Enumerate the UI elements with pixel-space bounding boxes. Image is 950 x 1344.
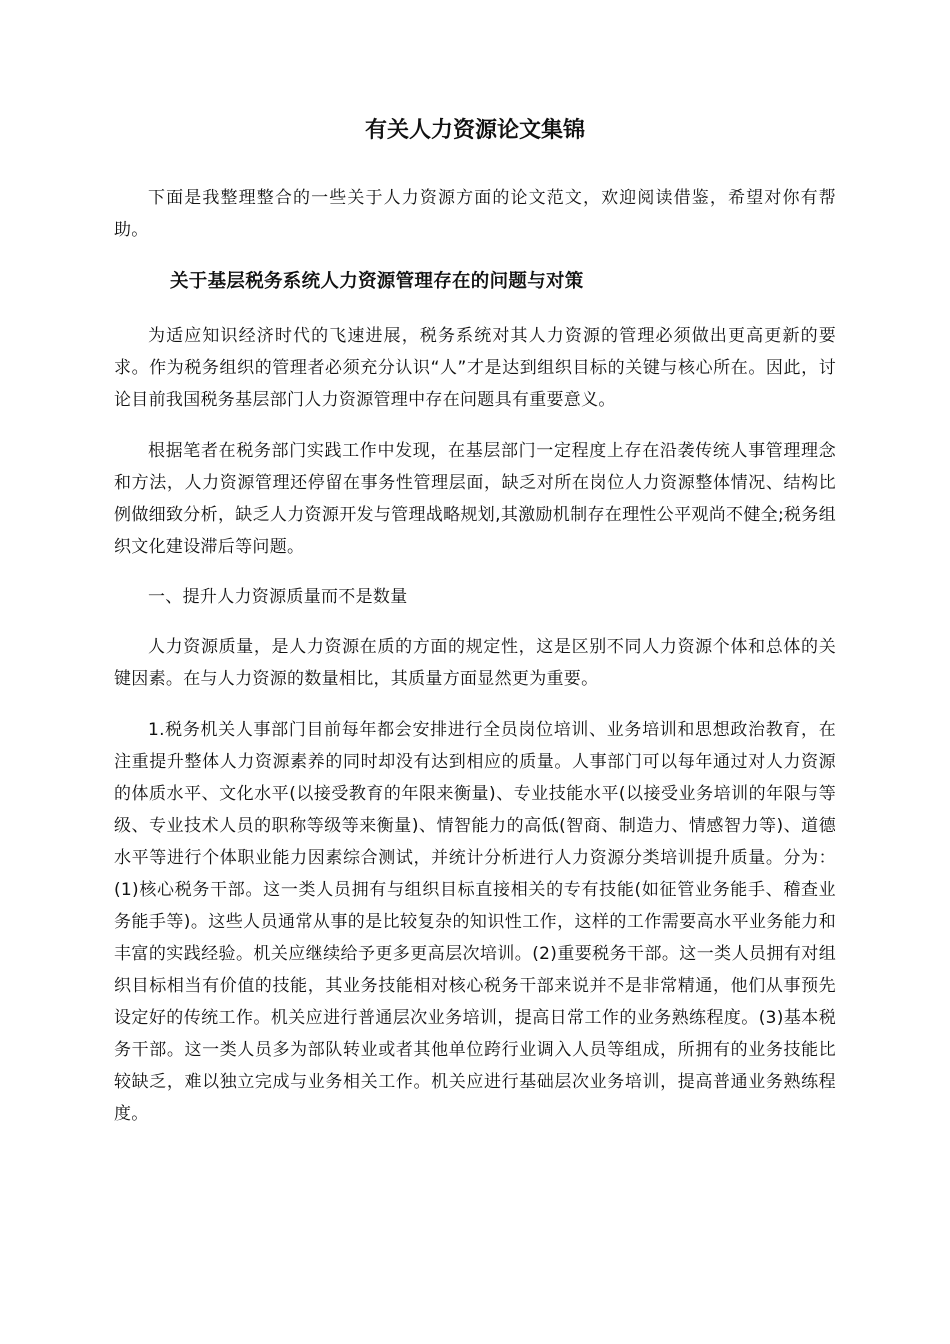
intro-paragraph: 下面是我整理整合的一些关于人力资源方面的论文范文，欢迎阅读借鉴，希望对你有帮助。 [114, 188, 836, 240]
section-heading: 一、提升人力资源质量而不是数量 [148, 587, 408, 607]
document-title: 有关人力资源论文集锦 [364, 118, 585, 143]
body-paragraph: 人力资源质量，是人力资源在质的方面的规定性，这是区别不同人力资源个体和总体的关键因素。在与人力资源的数量相比，其质量方面显然更为重要。 [114, 637, 836, 689]
article-title: 关于基层税务系统人力资源管理存在的问题与对策 [170, 271, 584, 292]
body-paragraph: 1.税务机关人事部门目前每年都会安排进行全员岗位培训、业务培训和思想政治教育，在注重提升整体人力资源素养的同时却没有达到相应的质量。人事部门可以每年通过对人力资源的体质水平、文化水平(以接受教育的年限来衡量)、专业技能水平(以接受业务培训的年限与等级、专业技术人员的职称等级等来衡量)、情智能力的高低(智商、制造力、情感智力等)、道德水平等进行个体职业能力因素综合测试，并统计分析进行人力资源分类培训提升质量。分为： (1)核心税务干部。这一类人员拥有与组织目标直接相关的专有技能(如征管业务能手、稽查业务能手等)。这些人员通常从事的是比较复杂的知识性工作，这样的工作需要高水平业务能力和丰富的实践经验。机关应继续给予更多更高层次培训。(2)重要税务干部。这一类人员拥有对组织目标相当有价值的技能，其业务技能相对核心税务干部来说并不是非常精通，他们从事预先设定好的传统工作。机关应进行普通层次业务培训，提高日常工作的业务熟练程度。(3)基本税务干部。这一类人员多为部队转业或者其他单位跨行业调入人员等组成，所拥有的业务技能比较缺乏，难以独立完成与业务相关工作。机关应进行基础层次业务培训，提高普通业务熟练程度。 [114, 720, 836, 1124]
document-body [114, 112, 836, 1130]
body-paragraph: 根据笔者在税务部门实践工作中发现，在基层部门一定程度上存在沿袭传统人事管理理念和方法，人力资源管理还停留在事务性管理层面，缺乏对所在岗位人力资源整体情况、结构比例做细致分析，缺乏人力资源开发与管理战略规划,其激励机制存在理性公平观尚不健全;税务组织文化建设滞后等问题。 [114, 441, 836, 557]
body-paragraph: 为适应知识经济时代的飞速进展，税务系统对其人力资源的管理必须做出更高更新的要求。作为税务组织的管理者必须充分认识“人”才是达到组织目标的关键与核心所在。因此，讨论目前我国税务基层部门人力资源管理中存在问题具有重要意义。 [114, 326, 836, 410]
